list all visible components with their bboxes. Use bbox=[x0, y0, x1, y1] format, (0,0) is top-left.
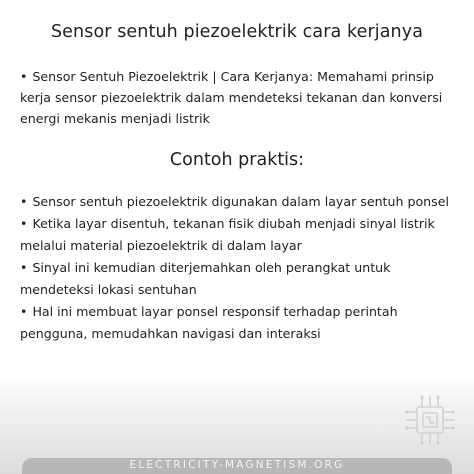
bullet-mark: • bbox=[20, 260, 28, 275]
list-item bbox=[20, 213, 464, 257]
page-title: Sensor sentuh piezoelektrik cara kerjanya bbox=[50, 22, 424, 42]
intro-text: Sensor Sentuh Piezoelektrik | Cara Kerjanya: Memahami prinsip kerja sensor piezoelektrik dalam mendeteksi tekanan dan konversi energi mekanis menjadi listrik bbox=[20, 69, 443, 126]
list-item bbox=[20, 191, 464, 213]
circuit-chip-icon bbox=[402, 392, 458, 448]
list-item bbox=[20, 257, 464, 301]
list-item-text: Hal ini membuat layar ponsel responsif terhadap perintah pengguna, memudahkan navigasi dan interaksi bbox=[20, 304, 398, 341]
intro-paragraph bbox=[20, 66, 460, 129]
bullet-mark: • bbox=[20, 216, 28, 231]
section-heading: Contoh praktis: bbox=[169, 150, 305, 170]
bullet-mark: • bbox=[20, 304, 28, 319]
list-item-text: Sensor sentuh piezoelektrik digunakan dalam layar sentuh ponsel bbox=[32, 194, 449, 209]
bullet-mark: • bbox=[20, 194, 28, 209]
bullet-list bbox=[20, 191, 464, 345]
list-item-text: Ketika layar disentuh, tekanan fisik diubah menjadi sinyal listrik melalui material piezoelektrik di dalam layar bbox=[20, 216, 435, 253]
list-item bbox=[20, 301, 464, 345]
bullet-mark: • bbox=[20, 69, 28, 84]
footer-site-name[interactable]: ELECTRICITY-MAGNETISM.ORG bbox=[129, 459, 345, 471]
list-item-text: Sinyal ini kemudian diterjemahkan oleh perangkat untuk mendeteksi lokasi sentuhan bbox=[20, 260, 391, 297]
